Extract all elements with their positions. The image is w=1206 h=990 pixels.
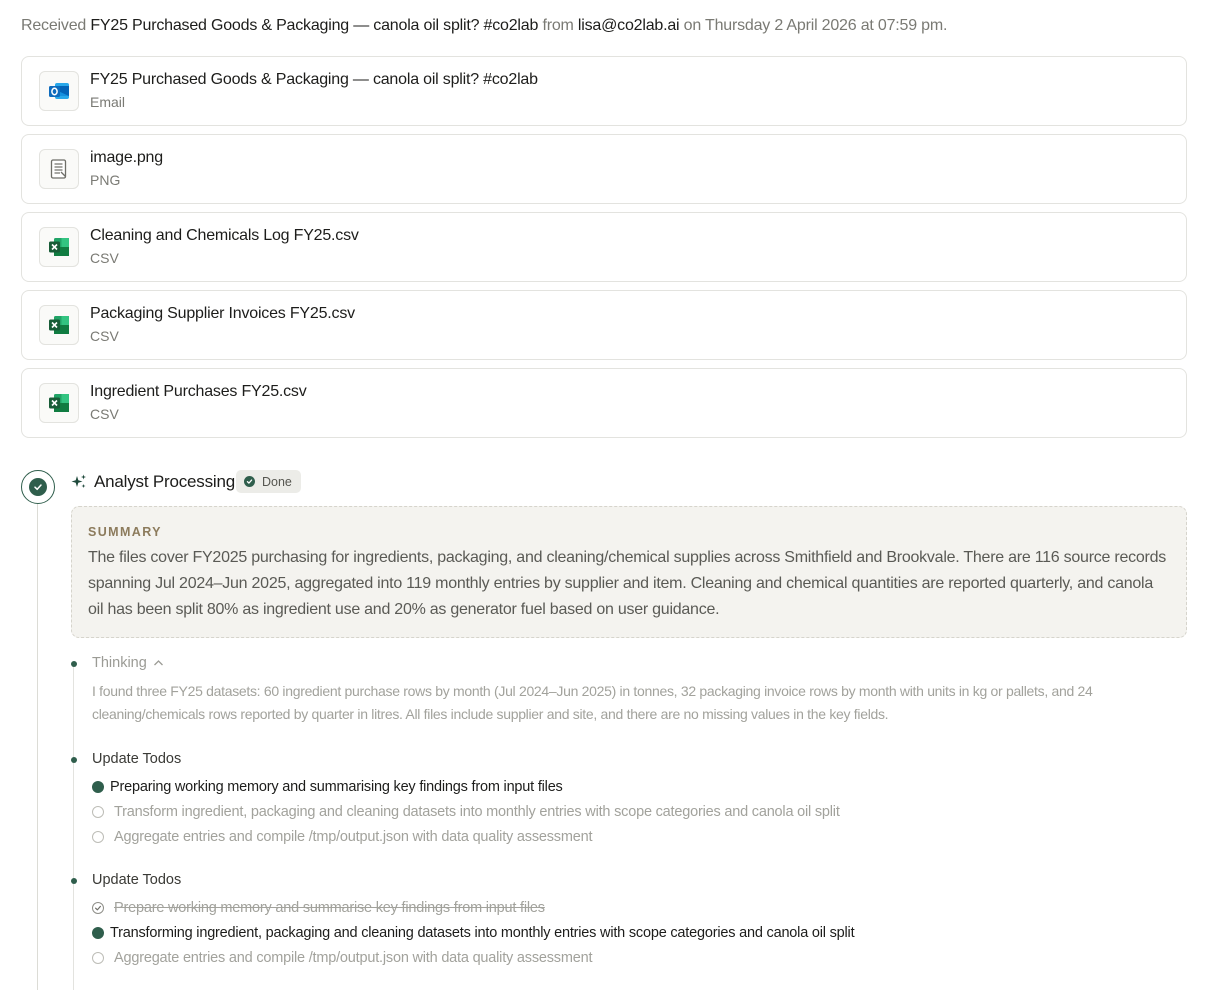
attachment-card-email[interactable] [21,56,1187,126]
empty-circle-icon [92,806,104,818]
status-badge [236,470,301,493]
attachment-card-csv[interactable] [21,368,1187,438]
todo-group-title: Update Todos [92,751,182,767]
timeline-bullet [71,661,77,667]
attachment-type: Email [90,94,126,110]
check-icon [244,476,255,487]
sender-email: lisa@co2lab.ai [577,17,680,34]
summary-text: The files cover FY2025 purchasing for ingredients, packaging, and cleaning/chemical supplies across Smithfield and Brookvale. There are 116 source records spanning Jul 2024–Jun 2025, aggregated into 119 monthly entries by supplier and item. Cleaning and chemical quantities are reported quarterly, and canola oil has been split 80% as ingredient use and 20% as generator fuel based on user guidance. [88,549,1166,618]
todo-item [92,802,840,822]
todo-text: Transforming ingredient, packaging and cleaning datasets into monthly entries with scope categories and canola oil split [110,925,855,941]
attachment-type: CSV [90,250,119,266]
todo-item [92,923,854,943]
todo-item [92,898,545,918]
thinking-toggle[interactable] [92,655,164,671]
chevron-up-icon [153,655,164,671]
empty-circle-icon [92,952,104,964]
attachment-type: CSV [90,406,119,422]
todo-item [92,948,592,968]
received-date: on Thursday 2 April 2026 at 07:59 pm. [683,17,948,34]
step-title: Analyst Processing [94,472,235,491]
received-line [21,17,947,35]
from-label: from [542,17,574,34]
todo-text: Transform ingredient, packaging and cleaning datasets into monthly entries with scope categories and canola oil split [114,804,840,820]
status-label: Done [262,474,292,489]
todo-group-title: Update Todos [92,872,182,888]
todo-item [92,777,563,797]
thinking-label: Thinking [92,655,147,671]
image-file-icon [39,149,79,189]
timeline-line [37,504,38,990]
empty-circle-icon [92,831,104,843]
attachment-name: Cleaning and Chemicals Log FY25.csv [90,227,359,244]
email-subject: FY25 Purchased Goods & Packaging — canola oil split? #co2lab [90,17,539,34]
attachment-name: image.png [90,149,163,166]
attachment-card-csv[interactable] [21,290,1187,360]
active-dot-icon [92,781,104,793]
attachment-name: Ingredient Purchases FY25.csv [90,383,307,400]
todo-item [92,827,592,847]
received-prefix: Received [21,17,87,34]
excel-icon [39,383,79,423]
attachment-name: FY25 Purchased Goods & Packaging — canola oil split? #co2lab [90,71,538,88]
todo-text: Aggregate entries and compile /tmp/output.json with data quality assessment [114,829,593,845]
check-circle-icon [92,902,104,914]
todo-text: Aggregate entries and compile /tmp/output.json with data quality assessment [114,950,593,966]
attachment-type: PNG [90,172,121,188]
attachment-name: Packaging Supplier Invoices FY25.csv [90,305,355,322]
active-dot-icon [92,927,104,939]
check-icon [29,478,47,496]
excel-icon [39,305,79,345]
attachment-card-csv[interactable] [21,212,1187,282]
sub-timeline-line [73,664,74,990]
outlook-icon [39,71,79,111]
todo-text: Preparing working memory and summarising key findings from input files [110,779,563,795]
excel-icon [39,227,79,267]
attachment-type: CSV [90,328,119,344]
timeline-bullet [71,878,77,884]
thinking-text: I found three FY25 datasets: 60 ingredient purchase rows by month (Jul 2024–Jun 2025) in tonnes, 32 packaging invoice rows by month with units in kg or pallets, and 24 cleaning/chemicals rows reported by quarter in litres. All files include supplier and site, and there are no missing values in the key fields. [92,683,1093,722]
summary-box [71,506,1187,638]
todo-text: Prepare working memory and summarise key findings from input files [114,900,545,916]
timeline-bullet [71,757,77,763]
attachment-card-image[interactable] [21,134,1187,204]
sparkle-icon [70,473,88,496]
step-status-circle [21,470,55,504]
summary-label: SUMMARY [88,525,162,539]
